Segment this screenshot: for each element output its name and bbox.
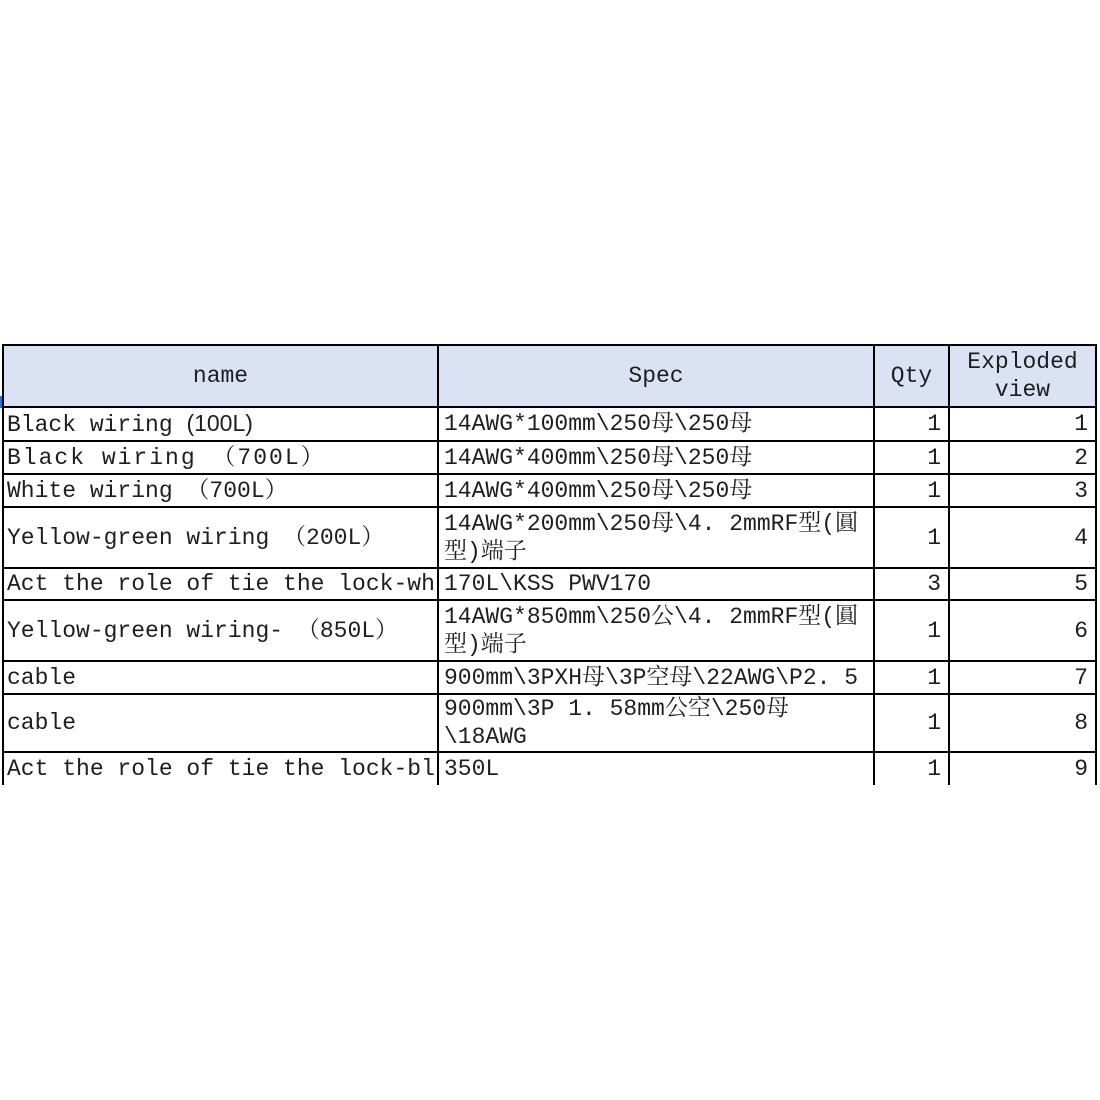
name-text: Black wiring — [7, 412, 187, 438]
qty-cell: 1 — [874, 441, 949, 474]
table-row — [3, 474, 1096, 507]
qty-cell: 3 — [874, 568, 949, 600]
spec-cell: 900mm\3P 1. 58mm公空\250母\18AWG — [438, 694, 874, 752]
spec-cell: 14AWG*400mm\250母\250母 — [438, 441, 874, 474]
name-cell: Black wiring （700L） — [3, 441, 438, 474]
table-row — [3, 568, 1096, 600]
spec-cell: 14AWG*200mm\250母\4. 2mmRF型(圓型)端子 — [438, 507, 874, 568]
column-header-exploded-view: Exploded view — [949, 345, 1096, 407]
qty-cell: 1 — [874, 661, 949, 694]
table-header — [3, 345, 1096, 407]
table-row — [3, 752, 1096, 785]
table-body — [3, 407, 1096, 785]
spec-cell: 170L\KSS PWV170 — [438, 568, 874, 600]
qty-cell: 1 — [874, 694, 949, 752]
qty-cell: 1 — [874, 507, 949, 568]
name-paren-text: (100L) — [186, 410, 253, 436]
parts-table — [2, 344, 1097, 785]
table-row — [3, 407, 1096, 441]
name-cell: cable — [3, 661, 438, 694]
spec-cell: 350L — [438, 752, 874, 785]
name-cell: Act the role of tie the lock-wh — [3, 568, 438, 600]
qty-cell: 1 — [874, 474, 949, 507]
column-header-qty: Qty — [874, 345, 949, 407]
spec-cell: 900mm\3PXH母\3P空母\22AWG\P2. 5 — [438, 661, 874, 694]
view-cell: 2 — [949, 441, 1096, 474]
column-header-name: name — [3, 345, 438, 407]
view-cell: 8 — [949, 694, 1096, 752]
table-row — [3, 507, 1096, 568]
qty-cell: 1 — [874, 600, 949, 661]
view-cell: 3 — [949, 474, 1096, 507]
view-cell: 9 — [949, 752, 1096, 785]
table-row — [3, 441, 1096, 474]
view-cell: 6 — [949, 600, 1096, 661]
name-cell: Act the role of tie the lock-bl — [3, 752, 438, 785]
view-cell: 7 — [949, 661, 1096, 694]
view-cell: 1 — [949, 407, 1096, 441]
qty-cell: 1 — [874, 752, 949, 785]
spec-cell: 14AWG*850mm\250公\4. 2mmRF型(圓型)端子 — [438, 600, 874, 661]
name-cell: cable — [3, 694, 438, 752]
name-cell: Yellow-green wiring- （850L） — [3, 600, 438, 661]
column-header-spec: Spec — [438, 345, 874, 407]
spec-cell: 14AWG*100mm\250母\250母 — [438, 407, 874, 441]
table-row — [3, 694, 1096, 752]
name-cell: White wiring （700L） — [3, 474, 438, 507]
header-row — [3, 345, 1096, 407]
table-row — [3, 600, 1096, 661]
name-cell: Yellow-green wiring （200L） — [3, 507, 438, 568]
name-cell — [3, 407, 438, 441]
view-cell: 5 — [949, 568, 1096, 600]
table-row — [3, 661, 1096, 694]
view-cell: 4 — [949, 507, 1096, 568]
spec-cell: 14AWG*400mm\250母\250母 — [438, 474, 874, 507]
qty-cell: 1 — [874, 407, 949, 441]
